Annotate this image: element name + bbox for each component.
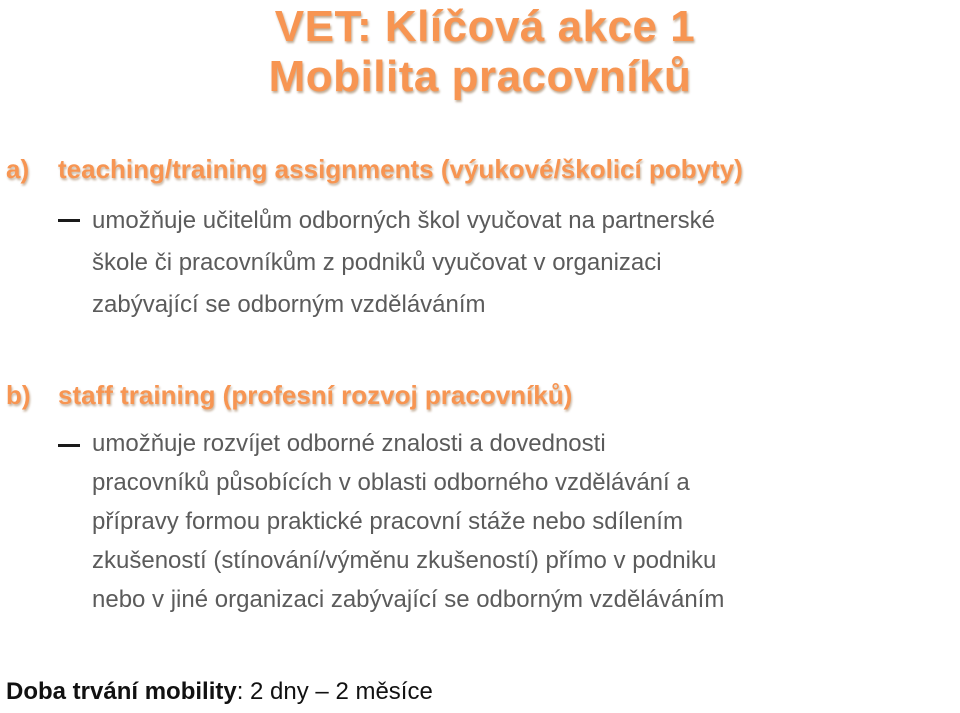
mobility-duration [6, 676, 433, 708]
dash-bullet-icon [58, 219, 80, 222]
slide-title [0, 2, 960, 102]
section-b-heading-text: staff training (profesní rozvoj pracovníků) [58, 380, 573, 410]
section-a-line: škole či pracovníkům z podniků vyučovat v organizaci [92, 249, 662, 276]
duration-separator: : [236, 678, 244, 705]
section-b-line: zkušeností (stínování/výměnu zkušeností) přímo v podniku [92, 547, 717, 574]
section-a-marker: a) [6, 154, 30, 184]
section-b-line: přípravy formou praktické pracovní stáže nebo sdílením [92, 508, 683, 535]
duration-value: 2 dny – 2 měsíce [243, 678, 433, 705]
section-a-line: zabývající se odborným vzděláváním [92, 291, 486, 318]
section-b-heading [6, 378, 572, 412]
section-a-heading-text: teaching/training assignments (výukové/školicí pobyty) [58, 154, 743, 184]
title-line-1: VET: Klíčová akce 1 [274, 2, 696, 51]
section-b-line: pracovníků působících v oblasti odborného vzdělávání a [92, 469, 690, 496]
section-b-line: umožňuje rozvíjet odborné znalosti a dovednosti [92, 430, 606, 457]
section-b-line: nebo v jiné organizaci zabývající se odborným vzděláváním [92, 586, 725, 613]
dash-bullet-icon [58, 444, 80, 447]
section-a-line: umožňuje učitelům odborných škol vyučovat na partnerské [92, 207, 715, 234]
section-a-description [92, 200, 715, 326]
section-b-description [92, 424, 724, 619]
duration-label: Doba trvání mobility [6, 678, 237, 705]
section-a-heading [6, 152, 743, 186]
title-line-2: Mobilita pracovníků [268, 52, 692, 101]
section-b-marker: b) [6, 380, 31, 410]
